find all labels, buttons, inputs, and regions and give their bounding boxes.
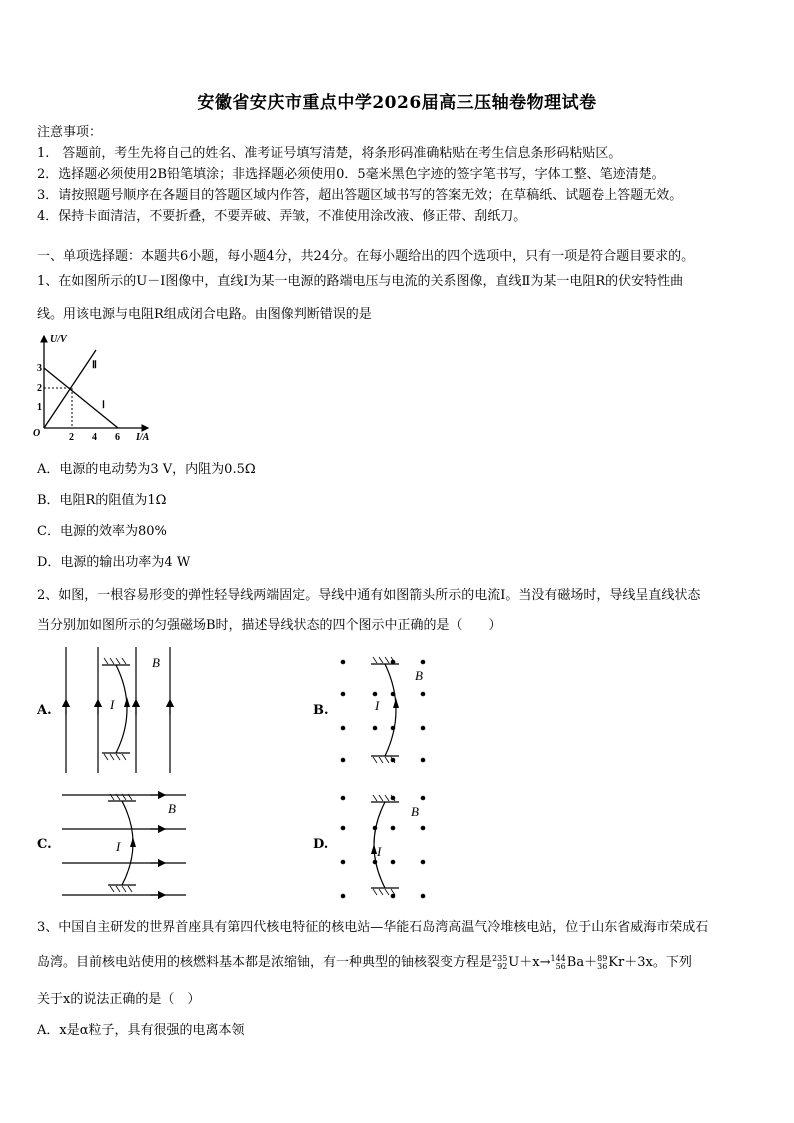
q1-option-a: A．电源的电动势为3 V，内阻为0.5Ω [37, 462, 256, 477]
y-tick-2: 2 [37, 383, 42, 394]
q2-figure-c [58, 785, 188, 905]
y-axis-label: U/V [50, 334, 67, 345]
current-label-a: I [110, 697, 115, 712]
notice-heading: 注意事项： [37, 125, 103, 140]
ba-nuclide-numbers: 144 56 [550, 953, 566, 971]
x-tick-6: 6 [115, 432, 120, 443]
q2-label-b: B. [313, 703, 329, 718]
field-label-b: B [415, 668, 423, 683]
ba-symbol: Ba [566, 955, 585, 970]
q2-label-c: C. [37, 837, 52, 852]
current-label-d: I [377, 844, 382, 859]
notice-item-1: 1. 答题前，考生先将自己的姓名、准考证号填写清楚，将条形码准确粘贴在考生信息条形码粘贴区。 [37, 146, 622, 161]
q1-ui-graph [30, 330, 160, 446]
x-tick-4: 4 [92, 432, 97, 443]
field-label-a: B [152, 655, 160, 670]
y-tick-1: 1 [37, 402, 42, 413]
current-label-c: I [116, 839, 121, 854]
kr-symbol: Kr [608, 955, 625, 970]
q1-option-c: C．电源的效率为80% [37, 524, 167, 539]
current-label-b: I [375, 698, 380, 713]
field-label-c: B [168, 801, 176, 816]
q2-line-1: 2、如图，一根容易形变的弹性轻导线两端固定。导线中通有如图箭头所示的电流I。当没有磁场时，导线呈直线状态 [37, 588, 701, 603]
q1-line-1: 1、在如图所示的U－I图像中，直线Ⅰ为某一电源的路端电压与电流的关系图像，直线Ⅱ为某一电阻R的伏安特性曲 [37, 274, 684, 289]
q3-line-2-text: 岛湾。目前核电站使用的核燃料基本都是浓缩铀，有一种典型的铀核裂变方程是 [37, 955, 493, 970]
notice-item-2: 2．选择题必须使用2B铅笔填涂；非选择题必须使用0．5毫米黑色字迹的签字笔书写，字体工整、笔迹清楚。 [37, 167, 665, 182]
line-i-label: Ⅰ [102, 400, 105, 411]
q3-line-2 [37, 951, 692, 971]
x-tick-2: 2 [69, 432, 74, 443]
y-tick-3: 3 [37, 363, 42, 374]
q3-line-3: 关于x的说法正确的是（ ） [37, 992, 201, 1007]
kr-nuclide-numbers: 89 36 [597, 953, 608, 971]
q3-line-1: 3、中国自主研发的世界首座具有第四代核电特征的核电站—华能石岛湾高温气冷堆核电站，位于山东省威海市荣成石 [37, 920, 709, 935]
u-symbol: U [508, 955, 520, 970]
notice-item-3: 3．请按照题号顺序在各题目的答题区域内作答，超出答题区域书写的答案无效；在草稿纸、试题卷上答题无效。 [37, 188, 683, 203]
plus-sign: ＋ [584, 955, 598, 970]
u-nuclide-numbers: 235 92 [492, 953, 508, 971]
origin-label: O [33, 428, 41, 439]
line-ii-label: Ⅱ [92, 360, 97, 371]
q1-option-b: B．电阻R的阻值为1Ω [37, 493, 167, 508]
line-i [44, 368, 118, 428]
x-axis-label: I/A [136, 432, 150, 443]
section-1-heading: 一、单项选择题：本题共6小题，每小题4分，共24分。在每小题给出的四个选项中，只有一项是符合题目要求的。 [37, 249, 695, 264]
line-ii [44, 350, 96, 428]
q2-figure-b [335, 648, 445, 768]
q2-figure-d [335, 788, 445, 908]
q1-line-2: 线。用该电源与电阻R组成闭合电路。由图像判断错误的是 [37, 307, 372, 322]
equation-tail: ＋3x。下列 [624, 955, 692, 970]
q2-line-2: 当分别加如图所示的匀强磁场B时，描述导线状态的四个图示中正确的是（ ） [37, 618, 502, 633]
q2-figure-a [58, 645, 188, 775]
notice-item-4: 4．保持卡面清洁，不要折叠，不要弄破、弄皱，不准使用涂改液、修正带、刮纸刀。 [37, 209, 527, 224]
q2-label-d: D. [313, 837, 329, 852]
field-label-d: B [411, 804, 419, 819]
q1-option-d: D．电源的输出功率为4 W [37, 555, 191, 570]
page-title: 安徽省安庆市重点中学2026届高三压轴卷物理试卷 [197, 93, 597, 113]
q2-label-a: A. [37, 703, 52, 718]
q3-option-a: A．x是α粒子，具有很强的电离本领 [37, 1023, 245, 1038]
plus-x-arrow: ＋x→ [519, 955, 551, 970]
